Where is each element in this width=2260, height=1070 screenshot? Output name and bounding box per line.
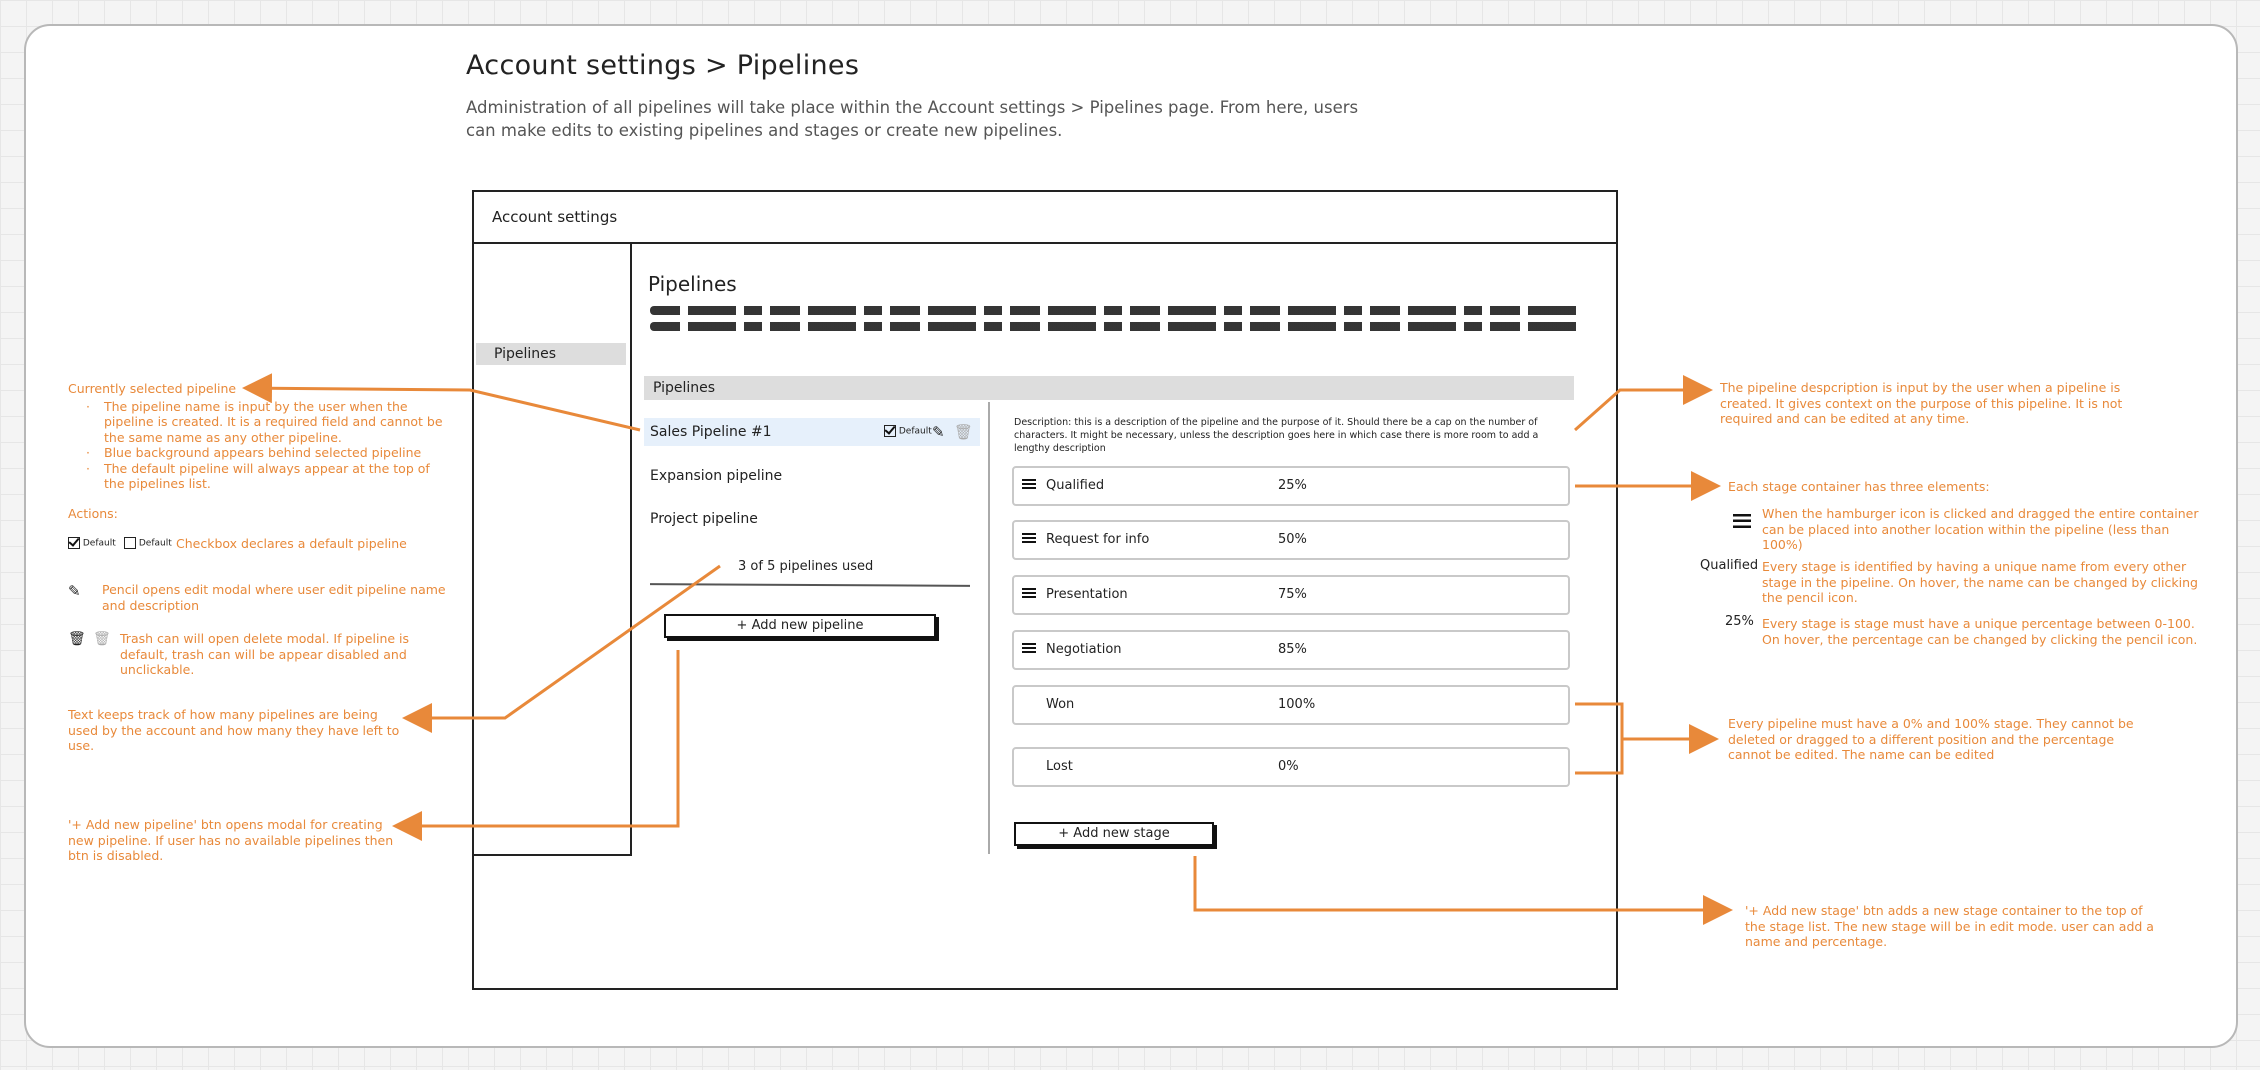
annotation-stage-percent: Every stage is stage must have a unique percentage between 0-100. On hover, the percentage can be changed by clicking the pencil icon. — [1762, 616, 2198, 647]
content-title: Pipelines — [648, 272, 737, 296]
page-title: Account settings > Pipelines — [466, 50, 860, 81]
default-label: Default — [138, 538, 172, 549]
pencil-icon[interactable]: ✎ — [932, 423, 945, 441]
stage-percent: 75% — [1278, 587, 1307, 602]
default-label: Default — [82, 538, 116, 549]
annotation-title: Currently selected pipeline — [68, 381, 237, 396]
trash-disabled-icon: 🗑 — [93, 631, 111, 647]
pipeline-name: Sales Pipeline #1 — [650, 424, 772, 440]
default-label: Default — [898, 426, 932, 437]
annotation-stage-elements-title: Each stage container has three elements: — [1728, 479, 1990, 494]
frame-title: Account settings — [492, 208, 618, 226]
annotation-checkbox: Checkbox declares a default pipeline — [176, 536, 407, 551]
stage-name: Qualified — [1046, 478, 1105, 493]
annotation-add-pipeline: '+ Add new pipeline' btn opens modal for creating new pipeline. If user has no available pipelines then btn is disabled. — [68, 817, 394, 863]
stage-name: Request for info — [1046, 532, 1150, 547]
stage-percent: 100% — [1278, 697, 1316, 712]
stage-percent: 25% — [1278, 478, 1307, 493]
annotation-pencil: Pencil opens edit modal where user edit pipeline name and description — [102, 582, 446, 613]
annotation-description: The pipeline despcription is input by the user when a pipeline is created. It gives context on the purpose of this pipeline. It is not required and can be edited at any time. — [1720, 380, 2123, 426]
sidebar-item-label: Pipelines — [494, 346, 557, 362]
page-description: Administration of all pipelines will take place within the Account settings > Pipelines page. From here, users can make edits to existing pipelines and stages or create new pipelines. — [466, 98, 1359, 140]
stage-percent: 85% — [1278, 642, 1307, 657]
pencil-icon: ✎ — [68, 582, 81, 600]
trash-icon[interactable]: 🗑 — [954, 423, 974, 441]
annotation-bullet: · The pipeline name is input by the user when the pipeline is created. It is a required field and cannot be the same name as any other pipeline. — [104, 399, 448, 446]
annotation-fixed-stages: Every pipeline must have a 0% and 100% stage. They cannot be deleted or dragged to a different position and the percentage cannot be edited. The name can be edited — [1728, 716, 2134, 762]
stage-name: Lost — [1046, 759, 1073, 774]
pipeline-description: Description: this is a description of the pipeline and the purpose of it. Should there be a cap on the number of characters. It might be necessary, unless the description goes here in which case there is more room to add a lengthy description — [1014, 417, 1539, 454]
stage-percent-sample: 25% — [1725, 614, 1754, 629]
annotation-bullet: · The default pipeline will always appear at the top of the pipelines list. — [104, 461, 448, 492]
annotation-hamburger: When the hamburger icon is clicked and dragged the entire container can be placed into another location within the pipeline (less than 100%) — [1762, 506, 2199, 552]
stage-name: Presentation — [1046, 587, 1128, 602]
stage-name: Won — [1046, 697, 1075, 712]
stage-percent: 0% — [1278, 759, 1299, 774]
stage-name-sample: Qualified — [1700, 558, 1759, 573]
section-label: Pipelines — [653, 380, 716, 396]
stage-name: Negotiation — [1046, 642, 1122, 657]
pipeline-name: Project pipeline — [650, 511, 758, 527]
annotation-add-stage: '+ Add new stage' btn adds a new stage container to the top of the stage list. The new stage will be in edit mode. user can add a name and percentage. — [1745, 903, 2154, 949]
annotation-actions-title: Actions: — [68, 506, 118, 521]
annotation-count: Text keeps track of how many pipelines are being used by the account and how many they have left to use. — [68, 707, 400, 753]
annotation-trash: Trash can will open delete modal. If pipeline is default, trash can will be appear disabled and unclickable. — [120, 631, 410, 677]
add-stage-button[interactable]: + Add new stage — [1014, 822, 1214, 846]
pipelines-used-count: 3 of 5 pipelines used — [738, 559, 874, 574]
stage-percent: 50% — [1278, 532, 1307, 547]
trash-icon: 🗑 — [68, 631, 86, 647]
annotation-bullet: · Blue background appears behind selected pipeline — [104, 445, 448, 461]
annotation-stage-name: Every stage is identified by having a unique name from every other stage in the pipeline. On hover, the name can be changed by clicking the pencil icon. — [1762, 559, 2198, 605]
add-pipeline-button[interactable]: + Add new pipeline — [664, 614, 936, 638]
pipeline-name: Expansion pipeline — [650, 468, 783, 484]
